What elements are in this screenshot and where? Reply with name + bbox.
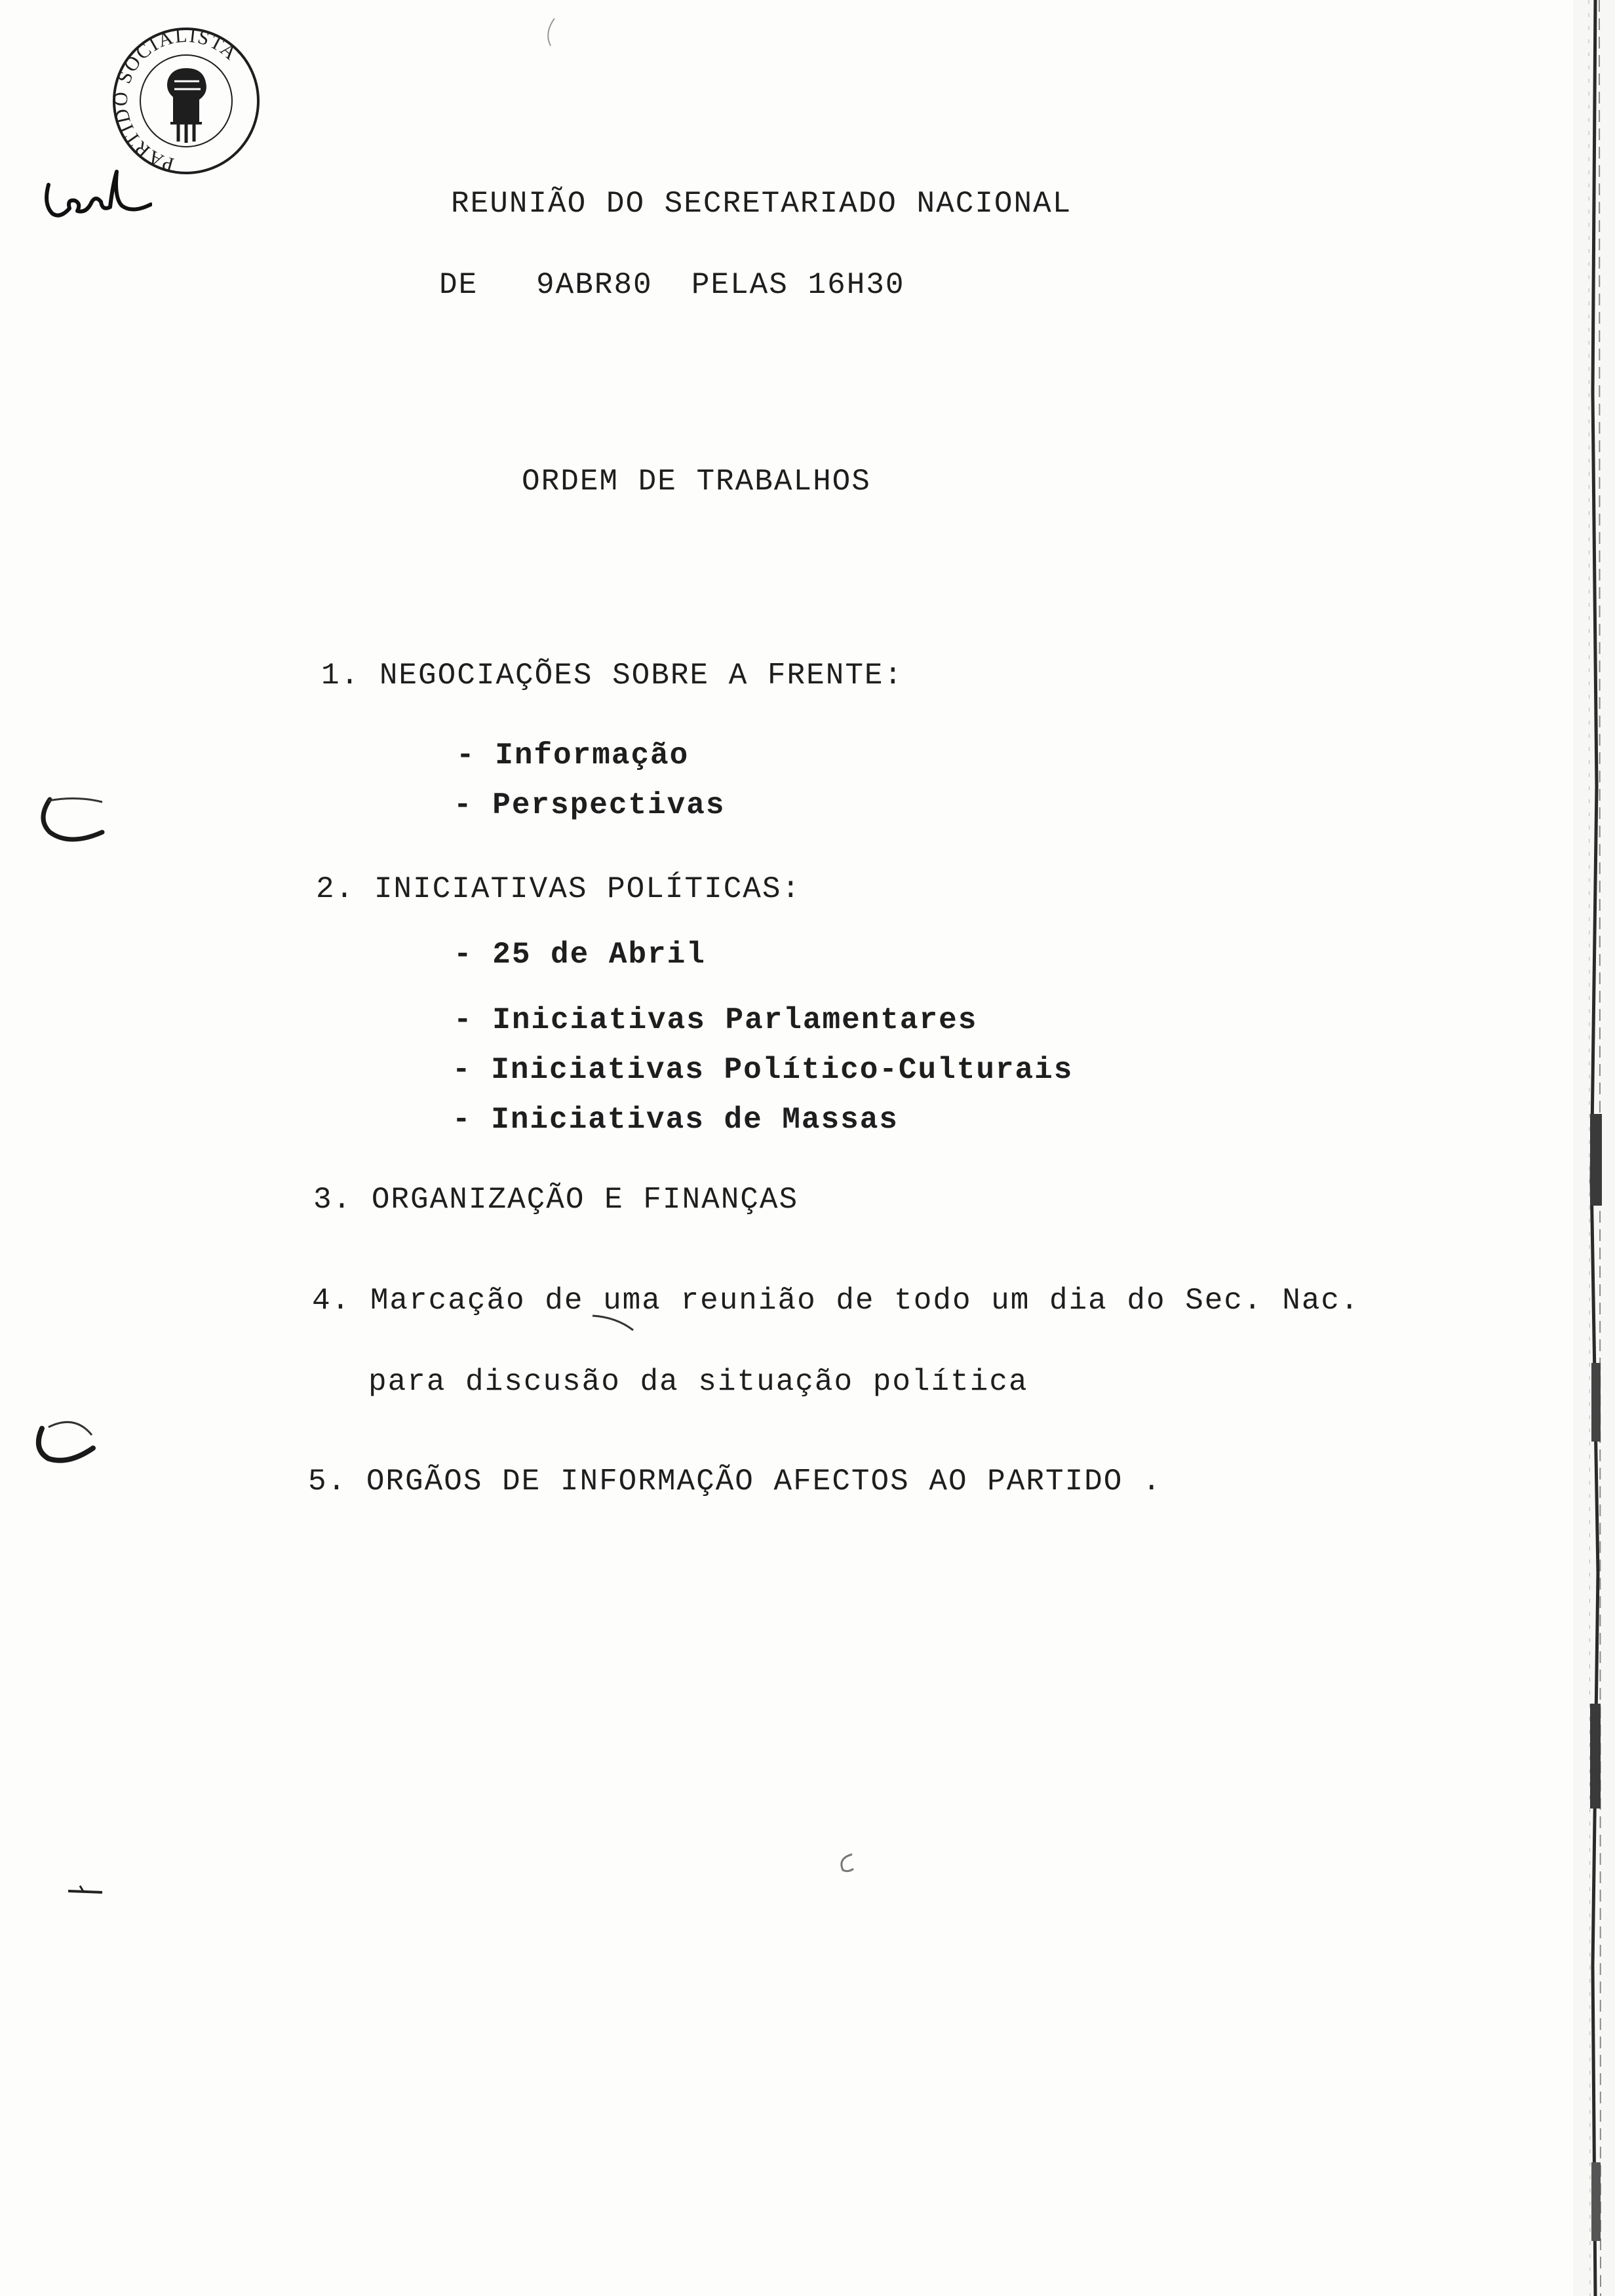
- fist-rose-icon: [110, 25, 262, 177]
- agenda-heading: ORDEM DE TRABALHOS: [522, 465, 871, 499]
- scan-speck: [66, 1881, 105, 1900]
- agenda-item-4-continuation: para discusão da situação política: [368, 1365, 1028, 1399]
- agenda-item-5: 5. ORGÃOS DE INFORMAÇÃO AFECTOS AO PARTIDO .: [308, 1464, 1162, 1499]
- agenda-item-1: 1. NEGOCIAÇÕES SOBRE A FRENTE:: [321, 659, 904, 693]
- agenda-item-3: 3. ORGANIZAÇÃO E FINANÇAS: [313, 1183, 799, 1217]
- logo-text: PARTIDO SOCIALISTA: [110, 25, 243, 176]
- hole-punch-mark: [37, 786, 109, 858]
- agenda-subitem: - 25 de Abril: [454, 938, 706, 972]
- scan-speck: [834, 1849, 860, 1875]
- agenda-subitem: - Iniciativas Político-Culturais: [452, 1053, 1074, 1087]
- hole-punch-mark: [29, 1409, 101, 1481]
- agenda-item-4: 4. Marcação de uma reunião de todo um dia do Sec. Nac.: [312, 1284, 1360, 1318]
- handwritten-initials: [41, 159, 152, 231]
- scan-speck: [537, 13, 564, 52]
- document-title: REUNIÃO DO SECRETARIADO NACIONAL: [451, 187, 1072, 221]
- agenda-subitem: - Informação: [456, 738, 690, 773]
- agenda-subitem: - Iniciativas Parlamentares: [454, 1003, 978, 1037]
- agenda-subitem: - Iniciativas de Massas: [452, 1103, 899, 1137]
- binding-edge: [1573, 0, 1615, 2296]
- scan-speck: [590, 1311, 642, 1337]
- agenda-item-2: 2. INICIATIVAS POLÍTICAS:: [316, 872, 802, 906]
- meeting-date-line: DE 9ABR80 PELAS 16H30: [439, 268, 905, 302]
- agenda-subitem: - Perspectivas: [454, 788, 726, 822]
